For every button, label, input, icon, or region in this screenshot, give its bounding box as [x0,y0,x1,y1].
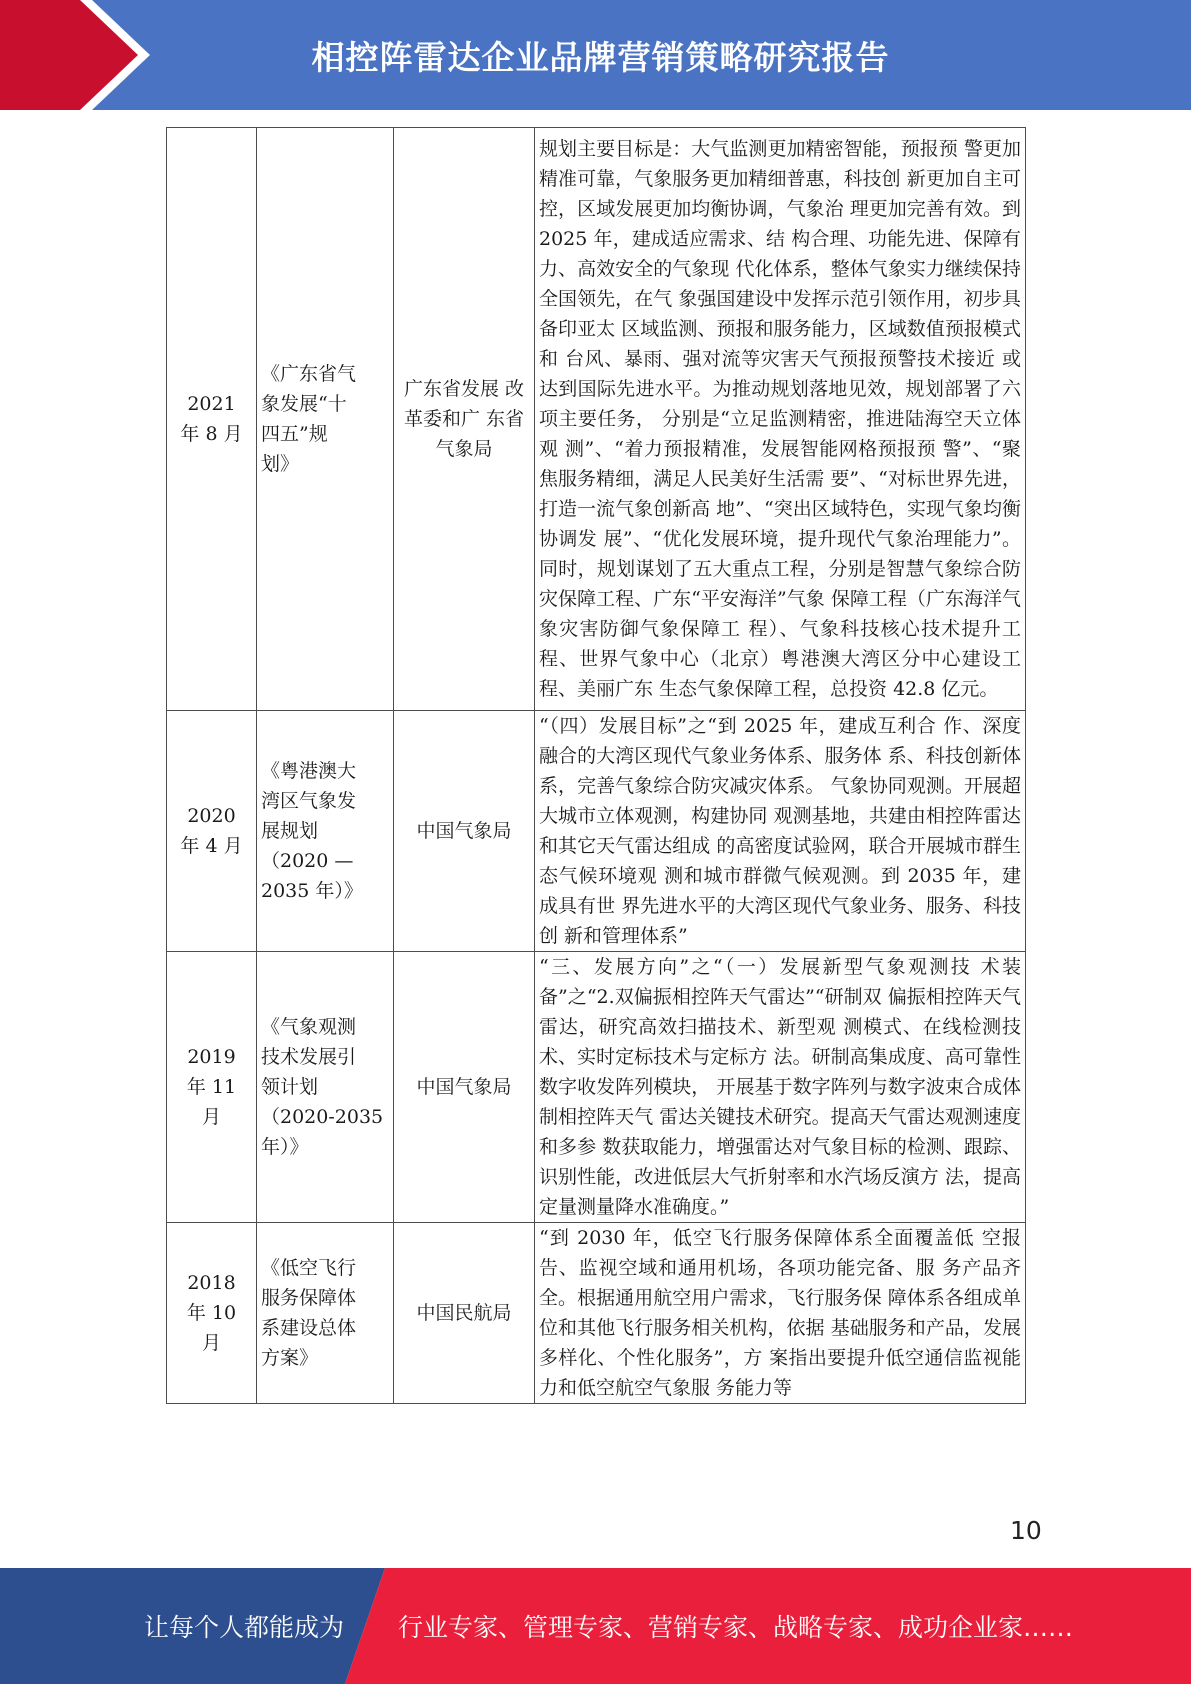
table-row [167,128,1026,711]
table-row [167,711,1026,952]
document-title-cell [257,128,394,711]
document-title-cell [257,711,394,952]
issuer-cell [394,1223,535,1404]
date-cell-line: 2020 [187,805,236,827]
date-cell [167,711,257,952]
document-title-cell [257,1223,394,1404]
table-row [167,952,1026,1223]
issuer-cell-line: 气象局 [435,438,493,460]
page-title: 相控阵雷达企业品牌营销策略研究报告 [311,37,890,77]
issuer-cell [394,711,535,952]
issuer-cell-line: 广东省发展 改 [403,378,525,400]
date-cell-line: 2021 [187,393,236,415]
header-arrow-decoration [0,0,160,110]
content-cell: “三、发展方向”之“（一）发展新型气象观测技 术装备”之“2.双偏振相控阵天气雷达”“研制双 偏振相控阵天气雷达，研究高效扫描技术、新型观 测模式、在线检测技术、实时定标技术与定标方 法。研制高集成度、高可靠性数字收发阵列模块， 开展基于数字阵列与数字波束合成体制相控阵天气 雷达关键技术研究。提高天气雷达观测速度和多参 数获取能力，增强雷达对气象目标的检测、跟踪、 识别性能，改进低层大气折射率和水汽场反演方 法，提高定量测量降水准确度。” [535,952,1026,1223]
document-title-cell-line: 四五”规 [261,423,328,445]
date-cell-line: 年 11 [186,1076,237,1098]
date-cell-line: 2018 [187,1272,236,1294]
document-title-cell-line: 《气象观测 [261,1016,357,1038]
issuer-cell-line: 革委和广 东省 [403,408,525,430]
date-cell-line: 年 4 月 [180,835,243,857]
document-title-cell-line: 《低空飞行 [261,1257,357,1279]
date-cell-line: 月 [201,1332,221,1354]
document-title-cell-line: 2035 年）》 [261,880,363,902]
document-title-cell-line: 年）》 [261,1136,309,1158]
document-title-cell-line: 《广东省气 [261,363,357,385]
table-row [167,1223,1026,1404]
issuer-cell-line: 中国气象局 [416,1076,512,1098]
date-cell [167,952,257,1223]
document-title-cell-line: 方案》 [261,1347,319,1369]
document-title-cell-line: 领计划 [261,1076,319,1098]
document-title-cell-line: 《粤港澳大 [261,760,357,782]
date-cell [167,1223,257,1404]
document-title-cell-line: 划》 [261,453,300,475]
issuer-cell-line: 中国气象局 [416,820,512,842]
document-title-cell-line: 技术发展引 [261,1046,357,1068]
date-cell-line: 月 [201,1106,221,1128]
document-title-cell-line: 象发展“十 [261,393,347,415]
content-cell: “到 2030 年，低空飞行服务保障体系全面覆盖低 空报告、监视空域和通用机场，各项功能完备、服 务产品齐全。根据通用航空用户需求，飞行服务保 障体系各组成单位和其他飞行服务相关机构，依据 基础服务和产品，发展多样化、个性化服务”，方 案指出要提升低空通信监视能力和低空航空气象服 务能力等 [535,1223,1026,1404]
footer-bar [0,1568,1191,1684]
issuer-cell [394,128,535,711]
header-bar [0,0,1191,110]
date-cell [167,128,257,711]
document-title-cell-line: 服务保障体 [261,1287,357,1309]
footer-slogan-right: 行业专家、管理专家、营销专家、战略专家、成功企业家…… [398,1613,1074,1642]
footer-slogan-left: 让每个人都能成为 [144,1613,345,1642]
date-cell-line: 年 8 月 [180,423,243,445]
policy-table [166,127,1026,1404]
document-title-cell [257,952,394,1223]
content-cell: “（四）发展目标”之“到 2025 年，建成互利合 作、深度融合的大湾区现代气象业务体系、服务体 系、科技创新体系，完善气象综合防灾减灾体系。 气象协同观测。开展超大城市立体观测，构建协同 观测基地，共建由相控阵雷达和其它天气雷达组成 的高密度试验网，联合开展城市群生态气候环境观 测和城市群微气候观测。到 2035 年，建成具有世 界先进水平的大湾区现代气象业务、服务、科技创 新和管理体系” [535,711,1026,952]
page-number: 10 [1010,1516,1042,1545]
content-cell: 规划主要目标是：大气监测更加精密智能，预报预 警更加精准可靠，气象服务更加精细普惠，科技创 新更加自主可控，区域发展更加均衡协调，气象治 理更加完善有效。到 2025 年，建成适应需求、结 构合理、功能先进、保障有力、高效安全的气象现 代化体系，整体气象实力继续保持全国领先，在气 象强国建设中发挥示范引领作用，初步具备印亚太 区域监测、预报和服务能力，区域数值预报模式和 台风、暴雨、强对流等灾害天气预报预警技术接近 或达到国际先进水平。为推动规划落地见效，规划部署了六项主要任务， 分别是“立足监测精密，推进陆海空天立体观 测”、“着力预报精准，发展智能网格预报预 警”、“聚焦服务精细，满足人民美好生活需 要”、“对标世界先进，打造一流气象创新高 地”、“突出区域特色，实现气象均衡协调发 展”、“优化发展环境，提升现代气象治理能力”。同时，规划谋划了五大重点工程，分别是智慧气象综合防灾保障工程、广东“平安海洋”气象 保障工程（广东海洋气象灾害防御气象保障工 程）、气象科技核心技术提升工程、世界气象中心（北京）粤港澳大湾区分中心建设工程、美丽广东 生态气象保障工程，总投资 42.8 亿元。 [535,128,1026,711]
date-cell-line: 年 10 [186,1302,237,1324]
document-title-cell-line: 湾区气象发 [261,790,357,812]
document-title-cell-line: （2020 — [261,850,354,872]
document-title-cell-line: 系建设总体 [261,1317,357,1339]
document-title-cell-line: 展规划 [261,820,319,842]
issuer-cell-line: 中国民航局 [416,1302,512,1324]
document-title-cell-line: （2020-2035 [261,1106,384,1128]
date-cell-line: 2019 [187,1046,236,1068]
issuer-cell [394,952,535,1223]
